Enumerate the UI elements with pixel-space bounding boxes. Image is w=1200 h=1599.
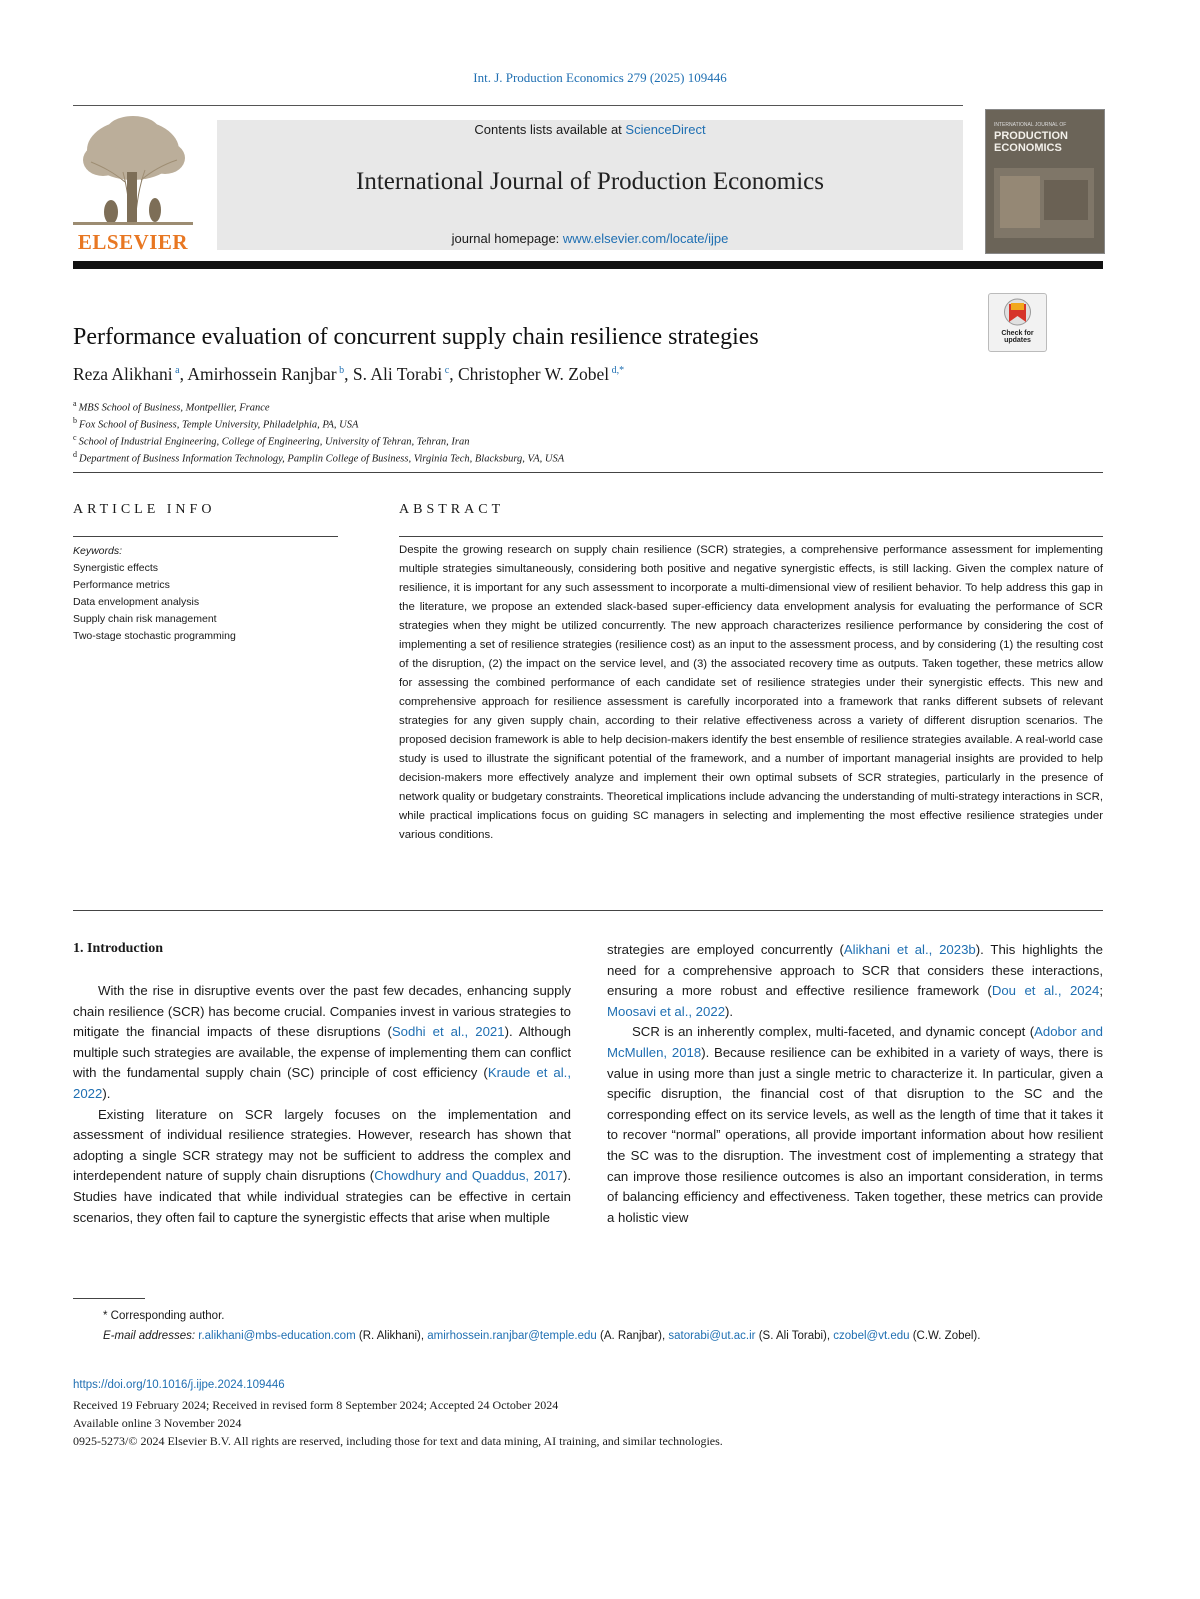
author-list xyxy=(73,364,624,385)
homepage-line xyxy=(217,231,963,246)
author-affiliation-mark[interactable]: b xyxy=(336,365,345,377)
citation-link[interactable]: Chowdhury and Quaddus, 2017 xyxy=(374,1168,563,1184)
journal-title: International Journal of Production Economics xyxy=(356,168,824,195)
affiliation-text: Department of Business Information Technology, Pamplin College of Business, Virginia Tech, Blacksburg, VA, USA xyxy=(79,453,565,465)
keyword-item: Supply chain risk management xyxy=(73,613,217,625)
body-text: strategies are employed concurrently ( xyxy=(607,942,844,957)
author-name[interactable]: Reza Alikhani xyxy=(73,364,173,384)
email-owner: (S. Ali Torabi), xyxy=(755,1330,834,1342)
affiliation-text: MBS School of Business, Montpellier, France xyxy=(78,402,270,414)
contents-line xyxy=(217,122,963,137)
header-thick-rule xyxy=(73,261,1103,269)
citation-link[interactable]: Dou et al., 2024 xyxy=(991,983,1100,999)
abstract-heading: ABSTRACT xyxy=(399,502,505,517)
author-affiliation-mark[interactable]: a xyxy=(172,365,180,377)
affiliation-item xyxy=(73,433,469,448)
email-link[interactable]: r.alikhani@mbs-education.com xyxy=(198,1330,356,1342)
body-text: ). xyxy=(725,1003,734,1019)
body-text: ). Because resilience can be exhibited in a variety of ways, there is value in using more than just a single metric to characterize it. In particular, given a specific disruption, the financial cost of that disruption to the SC and the corresponding effect on its service levels, as well as the length of time that it takes it to recover “normal” operations, all provide important information about how resilient the SC was to the disruption. The investment cost of implementing a strategy that can improve those resilience outcomes is also an important consideration, in terms of balancing efficiency and effectiveness. Taken together, these metrics can provide a holistic view xyxy=(607,1044,1103,1225)
affiliation-mark: b xyxy=(73,416,79,425)
body-text: With the rise in disruptive events over the past few decades, enhancing supply chain resilience (SCR) has become crucial. Companies invest in various strategies to mitigate the financial impacts of these disruptions ( xyxy=(73,983,571,1040)
affiliation-mark: d xyxy=(73,450,79,459)
body-text: SCR is an inherently complex, multi-faceted, and dynamic concept ( xyxy=(632,1024,1035,1040)
affiliation-item xyxy=(73,450,564,465)
elsevier-wordmark: ELSEVIER xyxy=(77,230,189,254)
introduction-heading: 1. Introduction xyxy=(73,941,163,956)
crossmark-label: Check for updates xyxy=(1001,330,1034,344)
footnote-rule xyxy=(73,1298,145,1299)
affiliation-mark: c xyxy=(73,433,79,442)
affiliation-mark: a xyxy=(73,399,79,408)
citation-link[interactable]: Alikhani et al., 2023b xyxy=(843,942,976,957)
email-addresses xyxy=(73,1326,1103,1346)
homepage-prefix: journal homepage: xyxy=(451,231,563,246)
abstract-text: Despite the growing research on supply chain resilience (SCR) strategies, a comprehensive performance assessment for implementing multiple strategies simultaneously, considering both positive and negative synergistic effects, is still lacking. Given the complex nature of resilience, it is important for any such assessment to incorporate a multi-dimensional view of resilient behavior. To help address this gap in the literature, we propose an extended slack-based super-efficiency data envelopment analysis for evaluating the performance of SCR strategies when they might be utilized concurrently. The new approach characterizes resilience performance by considering the cost of implementing a set of resilience strategies (resilience cost) as an input to the assessment process, and by considering (1) the resulting cost of the disruption, (2) the impact on the service level, and (3) the associated recovery time as outputs. Taken together, these metrics allow for assessing the combined performance of each candidate set of resilience strategies under their synergistic effects. This new and comprehensive approach for resilience assessment is carefully incorporated into a framework that ranks different subsets of relevant strategies for any given supply chain, according to their relative effectiveness across a variety of different disruption scenarios. The proposed decision framework is able to help decision-makers identify the best ensemble of resilience strategies available. A real-world case study is used to illustrate the significant potential of the framework, and a number of important managerial insights are provided to help decision-makers more effectively analyze and implement their own optimal subsets of SCR strategies, particularly in the presence of network quality or budgetary constraints. Theoretical implications include advancing the understanding of multi-strategy interactions in SCR, while practical implications focus on guiding SC managers in selecting and implementing the most effective resilience strategies under various conditions. xyxy=(399,544,1103,841)
crossmark-icon xyxy=(989,294,1046,330)
keyword-item: Synergistic effects xyxy=(73,562,159,574)
doi-line xyxy=(73,1379,285,1391)
contents-prefix: Contents lists available at xyxy=(474,122,626,137)
affiliation-text: Fox School of Business, Temple University, Philadelphia, PA, USA xyxy=(79,419,359,431)
abstract-rule xyxy=(399,536,1103,537)
body-text: ). xyxy=(102,1085,111,1101)
email-owner: (R. Alikhani), xyxy=(355,1330,428,1342)
journal-homepage-link[interactable]: www.elsevier.com/locate/ijpe xyxy=(562,231,729,246)
corresponding-author-note: * Corresponding author. xyxy=(103,1310,225,1322)
keyword-list xyxy=(73,560,236,645)
cover-subtitle: INTERNATIONAL JOURNAL OF xyxy=(994,122,1067,128)
footnotes xyxy=(73,1306,1103,1346)
intro-paragraph xyxy=(73,981,571,1105)
cover-title: PRODUCTION ECONOMICS xyxy=(994,130,1068,154)
author-name[interactable]: Amirhossein Ranjbar xyxy=(187,364,337,384)
body-column-left xyxy=(73,981,571,1228)
article-title: Performance evaluation of concurrent supply chain resilience strategies xyxy=(73,324,759,350)
body-column-right xyxy=(607,940,1103,1228)
body-text: ). Studies have indicated that while individual strategies can be effective in certain scenarios, they often fail to capture the synergistic effects that arise when multiple xyxy=(73,1168,571,1225)
affiliation-text: School of Industrial Engineering, College of Engineering, University of Tehran, Tehran, Iran xyxy=(78,436,470,448)
sciencedirect-link[interactable]: ScienceDirect xyxy=(625,122,706,137)
citation-link[interactable]: Moosavi et al., 2022 xyxy=(607,1003,726,1019)
author-separator: , xyxy=(179,364,188,384)
article-info-heading: ARTICLE INFO xyxy=(73,502,216,517)
intro-paragraph xyxy=(73,1105,571,1229)
intro-paragraph xyxy=(607,1022,1103,1228)
journal-reference[interactable]: Int. J. Production Economics 279 (2025) 109446 xyxy=(473,70,727,85)
abstract-end-rule xyxy=(73,910,1103,911)
doi-link[interactable]: https://doi.org/10.1016/j.ijpe.2024.109446 xyxy=(73,1379,285,1391)
author-affiliation-mark[interactable]: c xyxy=(442,365,450,377)
available-online: Available online 3 November 2024 xyxy=(73,1416,242,1430)
author-affiliation-mark[interactable]: d,* xyxy=(609,365,625,377)
keywords-label: Keywords: xyxy=(73,545,123,557)
citation-link[interactable]: Adobor and McMullen, 2018 xyxy=(607,1024,1103,1060)
keyword-item: Data envelopment analysis xyxy=(73,596,200,608)
email-link[interactable]: czobel@vt.edu xyxy=(833,1330,910,1342)
keyword-item: Performance metrics xyxy=(73,579,170,591)
article-info-rule xyxy=(73,536,338,537)
email-owner: (A. Ranjbar), xyxy=(596,1330,669,1342)
citation-link[interactable]: Kraude et al., 2022 xyxy=(73,1065,571,1101)
body-text: Existing literature on SCR largely focuses on the implementation and assessment of individual resilience strategies. However, research has shown that adopting a single SCR strategy may not be sufficient to address the complex and interdependent nature of supply chain disruptions ( xyxy=(73,1106,571,1184)
body-text: ; xyxy=(1099,983,1103,999)
email-link[interactable]: satorabi@ut.ac.ir xyxy=(668,1330,756,1342)
author-name[interactable]: S. Ali Torabi xyxy=(352,364,443,384)
citation-link[interactable]: Sodhi et al., 2021 xyxy=(391,1024,505,1040)
email-link[interactable]: amirhossein.ranjbar@temple.edu xyxy=(427,1330,597,1342)
copyright-line: 0925-5273/© 2024 Elsevier B.V. All rights are reserved, including those for text and data mining, AI training, and similar technologies. xyxy=(73,1434,723,1448)
received-dates: Received 19 February 2024; Received in revised form 8 September 2024; Accepted 24 October 2024 xyxy=(73,1398,559,1412)
affiliation-rule xyxy=(73,472,1103,473)
keywords-block xyxy=(73,543,236,645)
intro-paragraph xyxy=(607,940,1103,1022)
affiliation-item xyxy=(73,399,270,414)
body-text: ). Although multiple such strategies are available, the expense of implementing them can conflict with the fundamental supply chain (SC) principle of cost efficiency ( xyxy=(73,1024,571,1081)
header-rule xyxy=(73,105,963,106)
check-for-updates-badge[interactable] xyxy=(988,293,1047,352)
email-owner: (C.W. Zobel). xyxy=(909,1330,981,1342)
author-separator: , xyxy=(344,364,353,384)
keyword-item: Two-stage stochastic programming xyxy=(73,630,236,642)
author-name[interactable]: Christopher W. Zobel xyxy=(457,364,610,384)
journal-cover-thumbnail[interactable] xyxy=(985,109,1105,254)
affiliation-item xyxy=(73,416,358,431)
author-separator: , xyxy=(449,364,458,384)
email-label: E-mail addresses: xyxy=(103,1330,196,1342)
body-text: ). This highlights the need for a comprehensive approach to SCR that considers these interactions, ensuring a more robust and effective resilience framework ( xyxy=(607,942,1103,999)
